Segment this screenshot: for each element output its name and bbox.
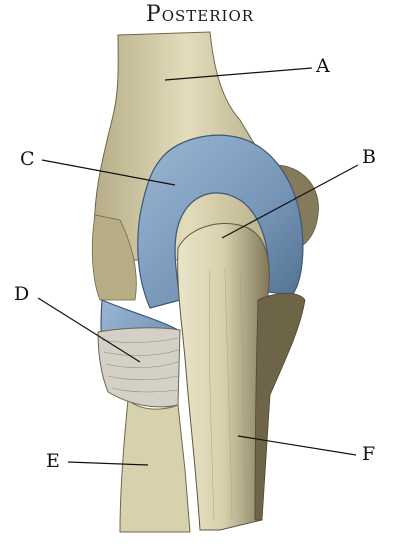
label-b: B	[362, 146, 376, 168]
radius-shaft	[120, 400, 190, 532]
label-a: A	[316, 55, 330, 77]
label-f: F	[362, 443, 376, 465]
label-e: E	[46, 450, 60, 472]
figure-title: Posterior	[145, 2, 255, 27]
label-c: C	[20, 148, 35, 170]
ulna-edge	[255, 293, 305, 520]
label-d: D	[14, 283, 30, 305]
